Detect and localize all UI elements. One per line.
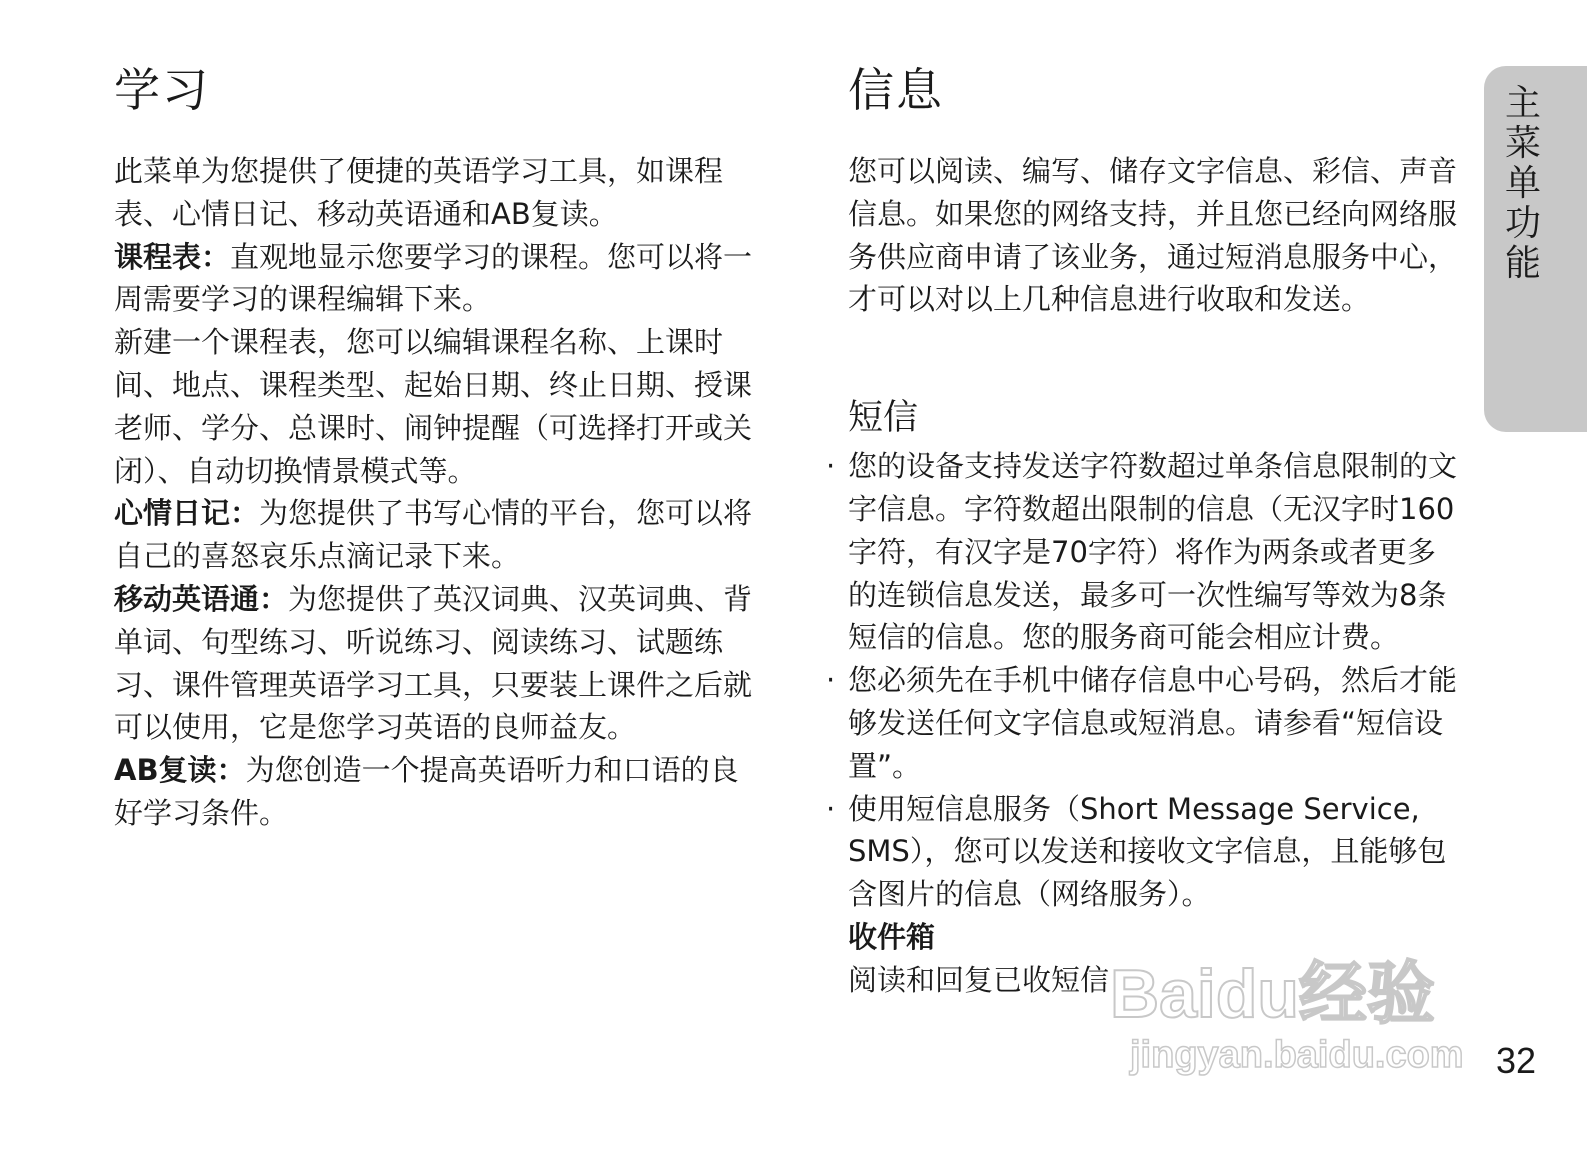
bullet-text: 您必须先在手机中储存信息中心号码，然后才能够发送任何文字信息或短消息。请参看“短信设置”。 xyxy=(848,663,1458,783)
inbox-title: 收件箱 xyxy=(848,919,936,954)
ab-term: AB复读： xyxy=(114,753,246,788)
list-item xyxy=(826,788,1458,916)
bullet-text: 您的设备支持发送字符数超过单条信息限制的文字信息。字符数超出限制的信息（无汉字时160字符，有汉字是70字符）将作为两条或者更多的连锁信息发送，最多可一次性编写等效为8条短信的信息。您的服务商可能会相应计费。 xyxy=(848,449,1458,655)
watermark-line2: jingyan.baidu.com xyxy=(1130,1034,1464,1076)
study-intro: 此菜单为您提供了便捷的英语学习工具，如课程表、心情日记、移动英语通和AB复读。 xyxy=(114,154,724,231)
bullet-icon: · xyxy=(826,663,836,698)
message-title: 信息 xyxy=(848,63,944,117)
ab-desc: 为您创造一个提高英语听力和口语的良好学习条件。 xyxy=(114,753,739,830)
watermark-line1: Baidu经验 xyxy=(1110,956,1435,1032)
page-number: 32 xyxy=(1496,1040,1537,1081)
sms-bullet-list xyxy=(826,445,1458,916)
bullet-icon: · xyxy=(826,449,836,484)
chapter-tab-label: 主菜单功能 xyxy=(1504,83,1541,284)
bullet-icon: · xyxy=(826,791,836,826)
ab-paragraph xyxy=(114,749,764,835)
diary-paragraph xyxy=(114,492,764,578)
message-section xyxy=(826,58,1458,1002)
diary-term: 心情日记： xyxy=(114,496,260,531)
sms-title: 短信 xyxy=(848,398,919,439)
english-paragraph xyxy=(114,578,764,749)
study-section xyxy=(114,58,764,835)
schedule-term: 课程表： xyxy=(114,239,231,274)
message-intro: 您可以阅读、编写、储存文字信息、彩信、声音信息。如果您的网络支持，并且您已经向网络服务供应商申请了该业务，通过短消息服务中心，才可以对以上几种信息进行收取和发送。 xyxy=(848,154,1458,317)
schedule-desc: 直观地显示您要学习的课程。您可以将一周需要学习的课程编辑下来。 xyxy=(114,239,753,317)
list-item xyxy=(826,445,1458,659)
schedule-detail: 新建一个课程表，您可以编辑课程名称、上课时间、地点、课程类型、起始日期、终止日期、授课老师、学分、总课时、闹钟提醒（可选择打开或关闭）、自动切换情景模式等。 xyxy=(114,325,753,488)
inbox-desc: 阅读和回复已收短信 xyxy=(848,962,1110,997)
list-item xyxy=(826,659,1458,787)
schedule-paragraph xyxy=(114,236,764,322)
chapter-tab xyxy=(1484,66,1587,432)
english-term: 移动英语通： xyxy=(114,581,289,616)
study-title: 学习 xyxy=(114,63,210,117)
english-desc: 为您提供了英汉词典、汉英词典、背单词、句型练习、听说练习、阅读练习、试题练习、课件管理英语学习工具，只要装上课件之后就可以使用，它是您学习英语的良师益友。 xyxy=(114,581,753,745)
diary-desc: 为您提供了书写心情的平台，您可以将自己的喜怒哀乐点滴记录下来。 xyxy=(114,496,753,574)
bullet-text: 使用短信息服务（Short Message Service, SMS），您可以发送和接收文字信息，且能够包含图片的信息（网络服务）。 xyxy=(848,791,1447,912)
